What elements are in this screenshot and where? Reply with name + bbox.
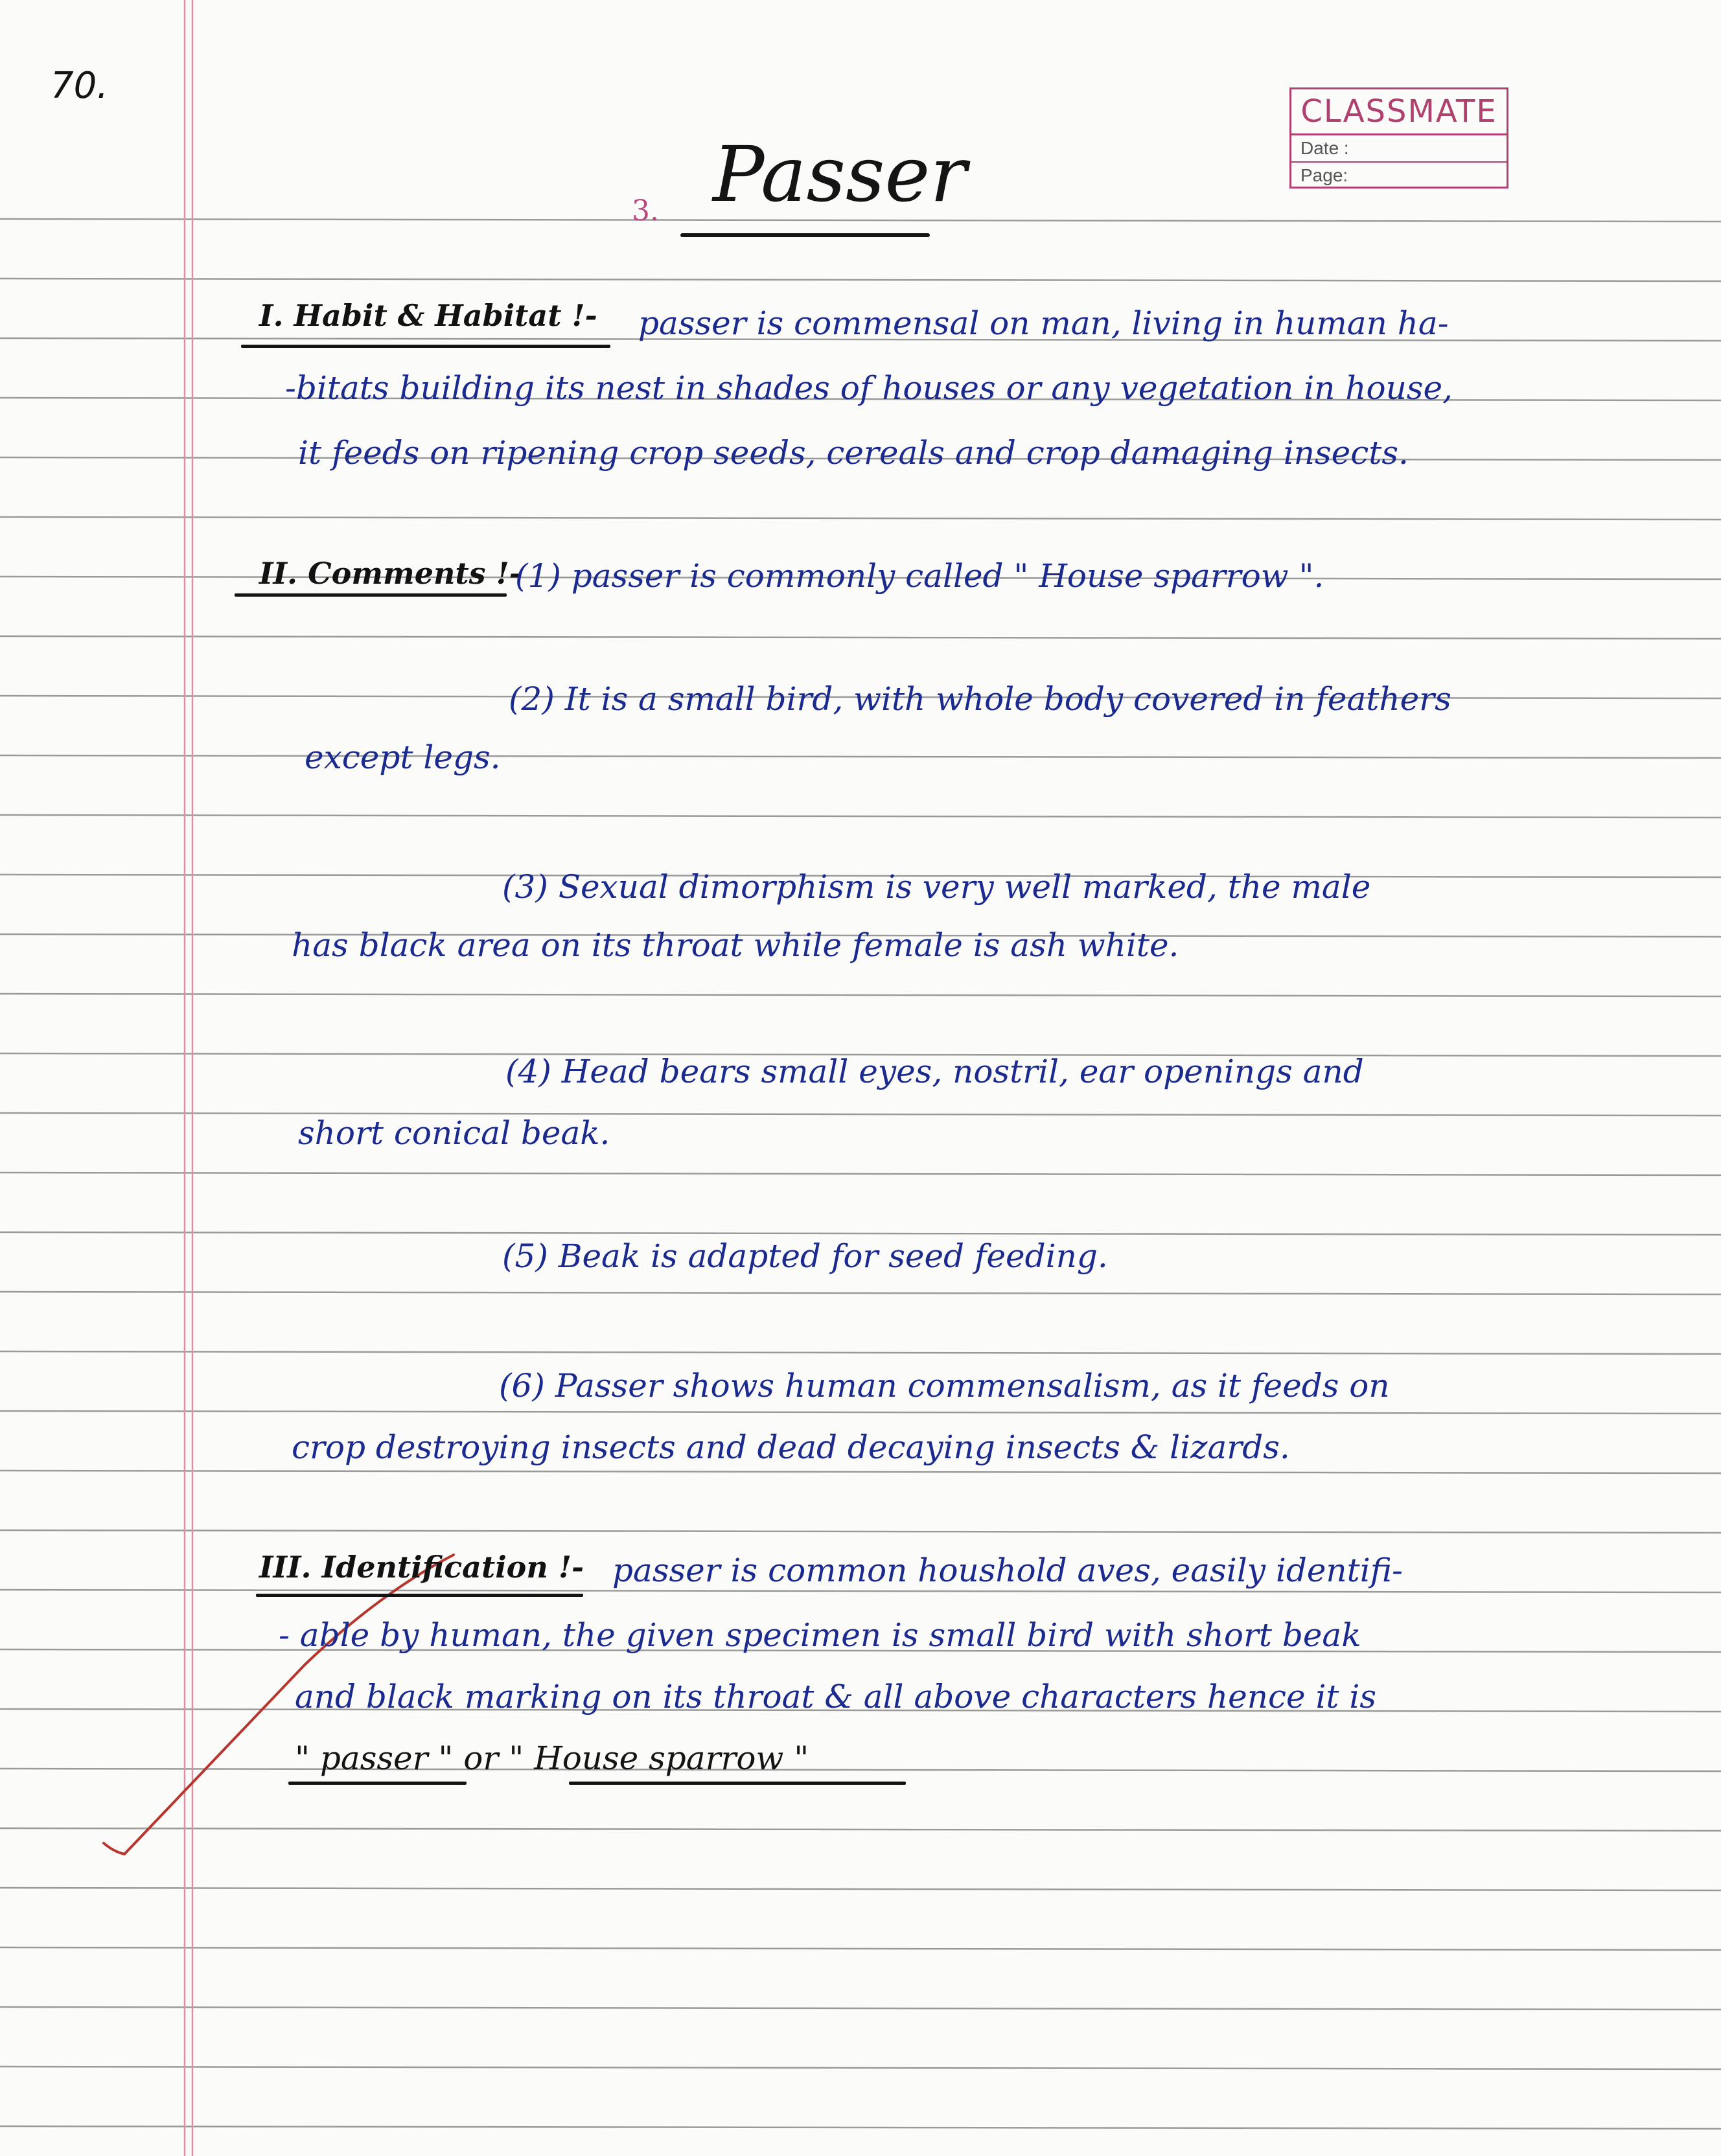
house-sparrow-underline [569,1782,906,1785]
comment-1: (1) passer is commonly called " House sparrow ". [515,557,1324,595]
ruled-line [0,1232,1721,1235]
ruled-line [0,1351,1721,1354]
date-label: Date : [1291,135,1507,163]
ruled-line [0,1471,1721,1473]
comment-2: (2) It is a small bird, with whole body covered in feathers [509,680,1451,718]
comment-2-cont: except legs. [305,739,501,776]
identification-line-2: - able by human, the given specimen is small bird with short beak [279,1616,1361,1654]
comment-3-cont: has black area on its throat while female is ash white. [292,926,1179,964]
ruled-line [0,1947,1721,1950]
ruled-line [0,2067,1721,2069]
ruled-line [0,2007,1721,2010]
ruled-line [0,1590,1721,1592]
ruled-line [0,815,1721,818]
ruled-line [0,994,1721,996]
comment-4-cont: short conical beak. [298,1114,610,1152]
ruled-line [0,1292,1721,1294]
comment-5: (5) Beak is adapted for seed feeding. [502,1237,1108,1275]
ruled-line [0,1828,1721,1831]
ruled-line [0,517,1721,520]
habit-heading-underline [241,345,610,348]
ruled-line [0,1411,1721,1414]
ruled-line [0,219,1721,222]
identification-heading: III. Identification !- [259,1550,584,1585]
habit-heading: I. Habit & Habitat !- [259,298,597,333]
comment-4: (4) Head bears small eyes, nostril, ear openings and [505,1053,1364,1090]
ruled-line [0,1113,1721,1116]
comment-6-cont: crop destroying insects and dead decaying insects & lizards. [292,1428,1290,1466]
identification-line-4: " passer " or " House sparrow " [295,1739,809,1777]
ruled-line [0,755,1721,758]
page-title: Passer [713,130,967,219]
ruled-line [0,1769,1721,1771]
title-number: 3. [632,194,659,227]
ruled-line [0,1530,1721,1533]
brand-name: CLASSMATE [1291,89,1507,135]
ruled-line [0,2126,1721,2129]
comments-heading: II. Comments !- [259,556,522,591]
habit-line-3: it feeds on ripening crop seeds, cereals and crop damaging insects. [298,434,1409,472]
identification-line-1: passer is common houshold aves, easily identifi- [612,1552,1403,1589]
ruled-line [0,279,1721,281]
ruled-line [0,1888,1721,1890]
comment-3: (3) Sexual dimorphism is very well marked, the male [502,868,1371,906]
identification-heading-underline [256,1594,583,1597]
comments-heading-underline [235,593,507,597]
habit-line-2: -bitats building its nest in shades of houses or any vegetation in house, [285,369,1453,407]
ruled-line [0,1173,1721,1175]
notebook-brand-box [1289,87,1508,189]
page-label: Page: [1300,165,1348,185]
comment-6: (6) Passer shows human commensalism, as it feeds on [499,1367,1390,1405]
title-underline [680,233,930,237]
ruled-line [0,636,1721,639]
identification-line-3: and black marking on its throat & all above characters hence it is [295,1678,1377,1715]
page-number: 70. [51,65,109,107]
passer-underline [288,1782,467,1785]
habit-line-1: passer is commensal on man, living in human ha- [638,304,1449,342]
